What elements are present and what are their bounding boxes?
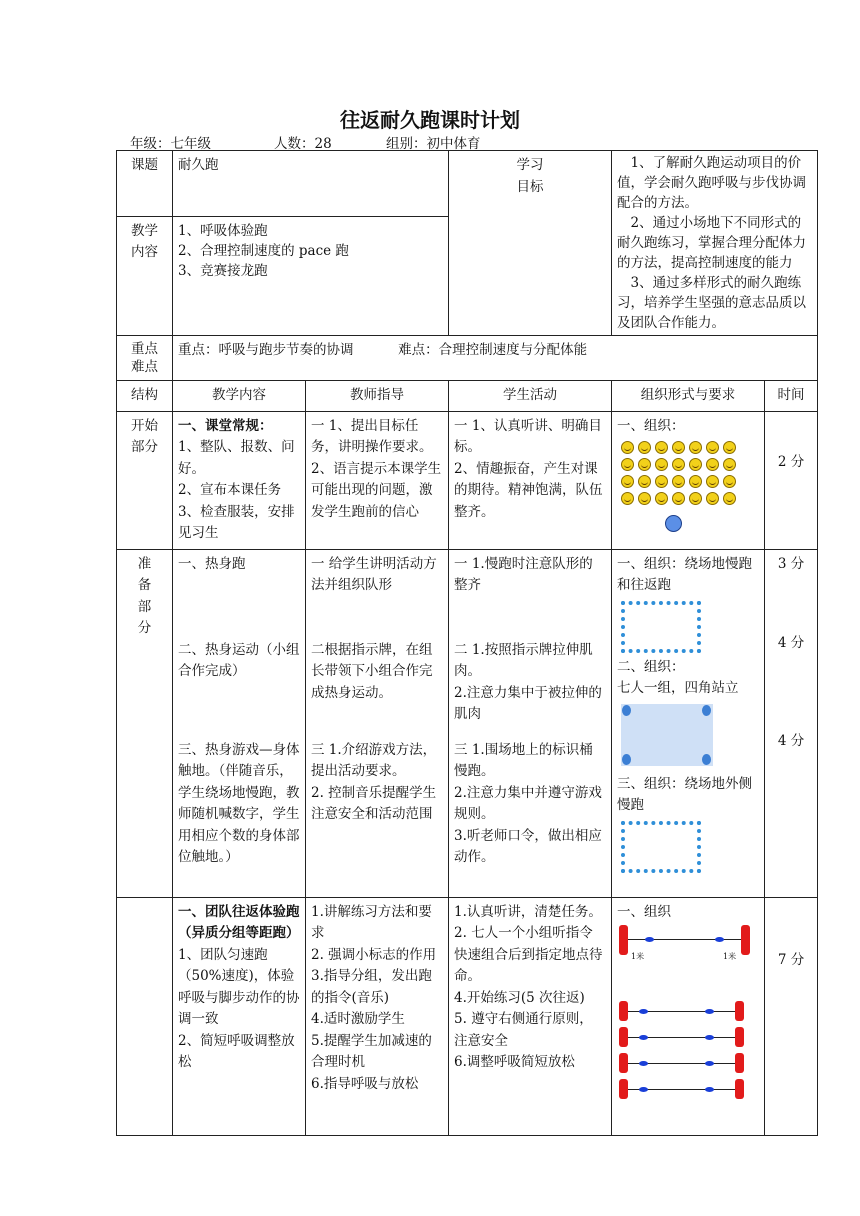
main-teacher: 1.讲解练习方法和要求 2. 强调小标志的作用 3.指导分组，发出跑的指令(音乐) 4.适时激励学生 5.提醒学生加减速的合理时机 6.指导呼吸与放松 bbox=[306, 897, 449, 1135]
student-face-icon bbox=[689, 441, 702, 454]
student-face-icon bbox=[638, 458, 651, 471]
student-face-icon bbox=[723, 458, 736, 471]
prep-c1: 一、热身跑 bbox=[178, 555, 246, 572]
prep-time1: 3 分 bbox=[777, 555, 805, 572]
marker-dot bbox=[639, 1009, 648, 1014]
count-label: 人数：28 bbox=[274, 136, 332, 152]
marker-dot bbox=[705, 1087, 714, 1092]
page-title: 往返耐久跑课时计划 bbox=[340, 108, 520, 132]
start-org-cell bbox=[612, 411, 765, 549]
col-content: 教学内容 bbox=[173, 381, 306, 412]
prep-c2: 二、热身运动（小组合作完成） bbox=[178, 641, 300, 679]
start-time: 2 分 bbox=[765, 411, 818, 549]
marker-dot bbox=[705, 1009, 714, 1014]
student-face-icon bbox=[621, 492, 634, 505]
prep-time3: 4 分 bbox=[777, 732, 805, 749]
cone-icon bbox=[619, 925, 628, 955]
key-row bbox=[173, 336, 818, 381]
cone-icon bbox=[619, 1053, 628, 1073]
prep-t3: 三 1.介绍游戏方法，提出活动要求。 2. 控制音乐提醒学生注意安全和活动范围 bbox=[311, 741, 437, 822]
start-student: 一 1、认真听讲、明确目标。 2、情趣振奋，产生对课的期待。精神饱满，队伍整齐。 bbox=[449, 411, 612, 549]
distance-label: 1米 bbox=[631, 952, 645, 961]
student-face-icon bbox=[689, 475, 702, 488]
corner-marker bbox=[622, 705, 631, 716]
content-label: 教学 内容 bbox=[117, 216, 173, 335]
cone-icon bbox=[735, 1053, 744, 1073]
student-face-icon bbox=[621, 441, 634, 454]
cone-icon bbox=[619, 1027, 628, 1047]
start-content: 1、整队、报数、问好。 2、宣布本课任务 3、检查服装，安排见习生 bbox=[178, 439, 295, 541]
marker-dot bbox=[639, 1087, 648, 1092]
key-point: 重点：呼吸与跑步节奏的协调 bbox=[178, 342, 354, 358]
cone-icon bbox=[735, 1001, 744, 1021]
outer-track-diagram bbox=[621, 821, 701, 873]
goal-2: 2、通过小场地下不同形式的耐久跑练习，掌握合理分配体力的方法，提高控制速度的能力 bbox=[617, 215, 807, 271]
corner-marker bbox=[702, 705, 711, 716]
main-org: 一、组织 bbox=[617, 903, 672, 920]
start-content-cell bbox=[173, 411, 306, 549]
topic-label: 课题 bbox=[117, 151, 173, 217]
student-face-icon bbox=[723, 475, 736, 488]
lesson-plan-table bbox=[116, 150, 818, 1136]
col-student: 学生活动 bbox=[449, 381, 612, 412]
col-org: 组织形式与要求 bbox=[612, 381, 765, 412]
prep-s1: 一 1.慢跑时注意队形的整齐 bbox=[454, 555, 593, 593]
goal-3: 3、通过多样形式的耐久跑练习，培养学生坚强的意志品质以及团队合作能力。 bbox=[617, 275, 807, 331]
cone-icon bbox=[619, 1079, 628, 1099]
start-org: 一、组织： bbox=[617, 417, 685, 434]
corner-marker bbox=[702, 754, 711, 765]
topic-value: 耐久跑 bbox=[173, 151, 449, 217]
student-face-icon bbox=[655, 458, 668, 471]
student-face-icon bbox=[672, 458, 685, 471]
student-face-icon bbox=[655, 492, 668, 505]
student-face-icon bbox=[672, 441, 685, 454]
student-face-icon bbox=[706, 492, 719, 505]
formation-faces bbox=[621, 441, 759, 505]
student-face-icon bbox=[723, 492, 736, 505]
prep-time-cell bbox=[765, 549, 818, 897]
student-face-icon bbox=[638, 441, 651, 454]
col-teacher: 教师指导 bbox=[306, 381, 449, 412]
prep-s3: 三 1.围场地上的标识桶慢跑。 2.注意力集中并遵守游戏规则。 3.听老师口令，做出相应动作。 bbox=[454, 741, 602, 865]
student-face-icon bbox=[723, 441, 736, 454]
student-face-icon bbox=[672, 475, 685, 488]
start-heading: 一、课堂常规： bbox=[178, 417, 273, 434]
student-face-icon bbox=[655, 475, 668, 488]
prep-org-cell bbox=[612, 549, 765, 897]
cone-icon bbox=[735, 1079, 744, 1099]
grade-label: 年级：七年级 bbox=[130, 136, 211, 152]
marker-dot bbox=[705, 1061, 714, 1066]
student-face-icon bbox=[621, 475, 634, 488]
marker-dot bbox=[715, 937, 724, 942]
group-label: 组别：初中体育 bbox=[386, 136, 481, 152]
main-content-cell bbox=[173, 897, 306, 1135]
cone-icon bbox=[619, 1001, 628, 1021]
student-face-icon bbox=[689, 458, 702, 471]
difficulty: 难点：合理控制速度与分配体能 bbox=[398, 342, 588, 358]
prep-o1: 一、组织：绕场地慢跑和往返跑 bbox=[617, 555, 753, 593]
prep-o2: 二、组织： 七人一组，四角站立 bbox=[617, 658, 739, 696]
teacher-face-icon bbox=[665, 515, 682, 532]
student-face-icon bbox=[706, 458, 719, 471]
student-face-icon bbox=[706, 475, 719, 488]
goals-text bbox=[612, 151, 818, 336]
student-face-icon bbox=[655, 441, 668, 454]
prep-s2: 二 1.按照指示牌拉伸肌肉。 2.注意力集中于被拉伸的肌肉 bbox=[454, 641, 602, 722]
student-face-icon bbox=[621, 458, 634, 471]
prep-student-cell bbox=[449, 549, 612, 897]
relay-diagram bbox=[617, 923, 757, 1103]
content-items: 1、呼吸体验跑 2、合理控制速度的 pace 跑 3、竞赛接龙跑 bbox=[173, 216, 449, 335]
main-time: 7 分 bbox=[765, 897, 818, 1135]
prep-time2: 4 分 bbox=[777, 634, 805, 651]
prep-t2: 二根据指示牌，在组长带领下小组合作完成热身运动。 bbox=[311, 641, 433, 701]
col-time: 时间 bbox=[765, 381, 818, 412]
cone-icon bbox=[735, 1027, 744, 1047]
start-label: 开始 部分 bbox=[117, 411, 173, 549]
four-corner-diagram bbox=[621, 704, 713, 766]
marker-dot bbox=[645, 937, 654, 942]
col-structure: 结构 bbox=[117, 381, 173, 412]
marker-dot bbox=[705, 1035, 714, 1040]
main-content: 1、团队匀速跑（50%速度)，体验呼吸与脚步动作的协调一致 2、简短呼吸调整放松 bbox=[178, 946, 300, 1070]
running-track-diagram bbox=[621, 601, 701, 653]
student-face-icon bbox=[689, 492, 702, 505]
main-heading: 一、团队往返体验跑（异质分组等距跑） bbox=[178, 903, 300, 941]
student-face-icon bbox=[638, 475, 651, 488]
prep-c3: 三、热身游戏—身体触地。（伴随音乐，学生绕场地慢跑，教师随机喊数字，学生用相应个数的身体部位触地。） bbox=[178, 741, 300, 865]
main-org-cell bbox=[612, 897, 765, 1135]
student-face-icon bbox=[672, 492, 685, 505]
prep-content-cell bbox=[173, 549, 306, 897]
goals-label: 学习 目标 bbox=[449, 151, 612, 336]
key-label: 重点 难点 bbox=[117, 336, 173, 381]
goal-1: 1、了解耐久跑运动项目的价值，学会耐久跑呼吸与步伐协调配合的方法。 bbox=[617, 155, 807, 211]
marker-dot bbox=[639, 1061, 648, 1066]
start-teacher: 一 1、提出目标任务，讲明操作要求。 2、语言提示本课学生可能出现的问题，激发学生跑前的信心 bbox=[306, 411, 449, 549]
distance-label: 1米 bbox=[723, 952, 737, 961]
student-face-icon bbox=[706, 441, 719, 454]
cone-icon bbox=[741, 925, 750, 955]
prep-t1: 一 给学生讲明活动方法并组织队形 bbox=[311, 555, 437, 593]
prep-teacher-cell bbox=[306, 549, 449, 897]
main-label bbox=[117, 897, 173, 1135]
corner-marker bbox=[622, 754, 631, 765]
main-student: 1.认真听讲，清楚任务。 2. 七人一个小组听指令快速组合后到指定地点待命。 4.开始练习(5 次往返) 5. 遵守右侧通行原则，注意安全 6.调整呼吸简短放松 bbox=[449, 897, 612, 1135]
prep-o3: 三、组织：绕场地外侧慢跑 bbox=[617, 775, 753, 813]
prep-label: 准 备 部 分 bbox=[117, 549, 173, 897]
student-face-icon bbox=[638, 492, 651, 505]
marker-dot bbox=[639, 1035, 648, 1040]
